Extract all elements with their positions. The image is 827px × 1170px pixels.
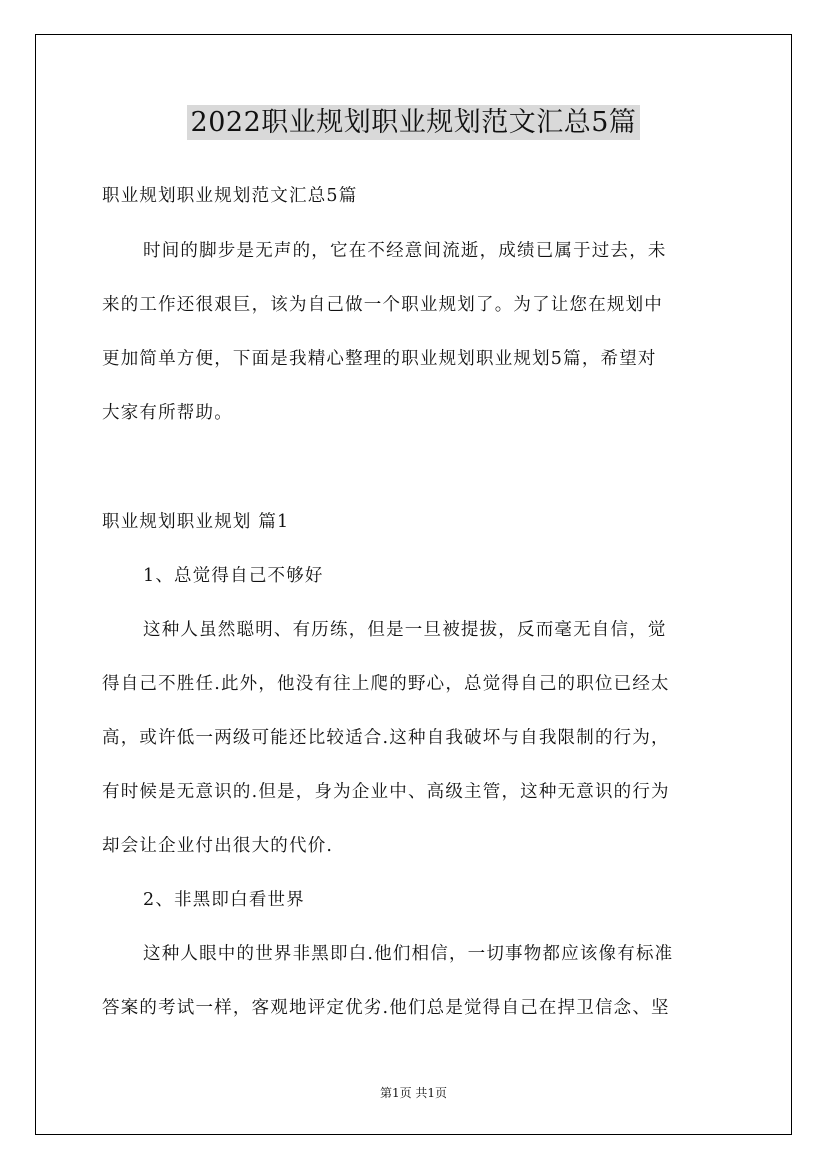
point2-heading: 2、非黑即白看世界	[143, 890, 305, 910]
point1-heading: 1、总觉得自己不够好	[143, 566, 324, 586]
intro-line-4: 大家有所帮助。	[102, 403, 233, 423]
point1-line-1: 这种人虽然聪明、有历练，但是一旦被提拔，反而毫无自信，觉	[143, 620, 667, 640]
document-title: 2022职业规划职业规划范文汇总5篇	[187, 105, 641, 140]
point1-line-4: 有时候是无意识的.但是，身为企业中、高级主管，这种无意识的行为	[102, 782, 670, 802]
point2-line-2: 答案的考试一样，客观地评定优劣.他们总是觉得自己在捍卫信念、坚	[102, 998, 670, 1018]
section-heading: 职业规划职业规划 篇1	[102, 512, 290, 532]
intro-line-2: 来的工作还很艰巨，该为自己做一个职业规划了。为了让您在规划中	[102, 295, 663, 315]
intro-line-1: 时间的脚步是无声的，它在不经意间流逝，成绩已属于过去，未	[143, 241, 667, 261]
document-subtitle: 职业规划职业规划范文汇总5篇	[102, 186, 358, 206]
intro-line-3: 更加简单方便，下面是我精心整理的职业规划职业规划5篇，希望对	[102, 349, 657, 369]
page-footer: 第1页 共1页	[379, 1086, 448, 1100]
point1-line-2: 得自己不胜任.此外，他没有往上爬的野心，总觉得自己的职位已经太	[102, 674, 670, 694]
point1-line-5: 却会让企业付出很大的代价.	[102, 836, 334, 856]
point2-line-1: 这种人眼中的世界非黑即白.他们相信，一切事物都应该像有标准	[143, 944, 674, 964]
point1-line-3: 高，或许低一两级可能还比较适合.这种自我破坏与自我限制的行为，	[102, 728, 670, 748]
document-title-container	[0, 100, 827, 139]
